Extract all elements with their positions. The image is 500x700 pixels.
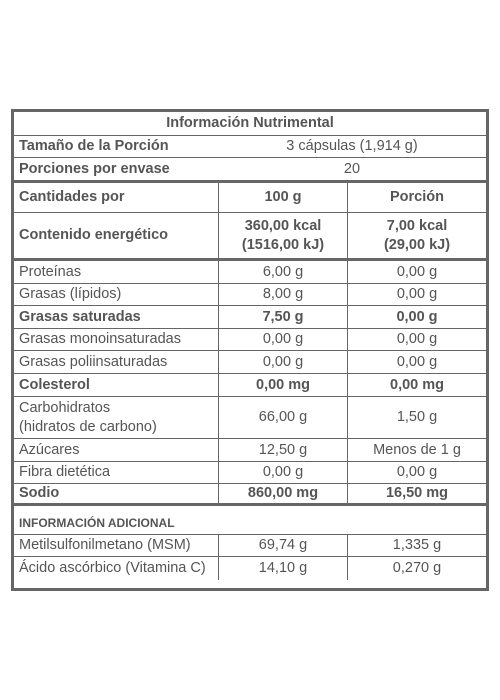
table-row xyxy=(14,557,486,580)
nutrient-label: Colesterol xyxy=(19,376,90,393)
nutrient-label: Grasas saturadas xyxy=(19,308,141,325)
nutrient-label: Carbohidratos (hidratos de carbono) xyxy=(19,400,157,435)
table-title-row xyxy=(14,112,486,136)
table-row xyxy=(14,284,486,306)
table-row xyxy=(14,439,486,462)
serving-size-value: 3 cápsulas (1,914 g) xyxy=(286,138,418,155)
table-title: Información Nutrimental xyxy=(166,115,334,132)
nutrient-portion-value: 0,00 g xyxy=(396,286,438,303)
nutrient-portion-value: 0,00 mg xyxy=(390,376,444,393)
table-row xyxy=(14,351,486,374)
nutrient-portion-value: 0,00 g xyxy=(396,308,438,325)
nutrient-label: Fibra dietética xyxy=(19,464,111,481)
nutrient-per100-value: 0,00 g xyxy=(218,462,348,483)
nutrient-portion-value: 16,50 mg xyxy=(385,485,449,502)
nutrient-per100-value: 860,00 mg xyxy=(218,484,348,503)
column-header-portion: Porción xyxy=(390,189,444,206)
energy-portion: 7,00 kcal (29,00 kJ) xyxy=(383,218,451,253)
nutrient-per100-value: 69,74 g xyxy=(218,535,348,556)
nutrient-label: Metilsulfonilmetano (MSM) xyxy=(19,537,191,554)
column-header-row xyxy=(14,183,486,213)
nutrient-per100-value: 66,00 g xyxy=(218,397,348,438)
nutrient-portion-value: 0,00 g xyxy=(396,464,438,481)
nutrient-per100-value: 8,00 g xyxy=(218,284,348,305)
nutrient-label: Azúcares xyxy=(19,441,80,458)
serving-size-row xyxy=(14,136,486,158)
nutrient-portion-value: 1,335 g xyxy=(392,537,442,554)
additional-info-header: INFORMACIÓN ADICIONAL xyxy=(19,516,175,530)
nutrient-portion-value: Menos de 1 g xyxy=(373,441,461,458)
table-row xyxy=(14,261,486,284)
table-row xyxy=(14,329,486,351)
nutrient-portion-value: 0,270 g xyxy=(392,560,442,577)
servings-per-container-label: Porciones por envase xyxy=(19,160,170,177)
nutrient-per100-value: 0,00 mg xyxy=(218,374,348,396)
nutrient-label: Grasas poliinsaturadas xyxy=(19,353,168,370)
nutrient-portion-value: 1,50 g xyxy=(396,409,438,426)
table-row xyxy=(14,462,486,484)
additional-info-header-row xyxy=(14,513,486,535)
nutrition-facts-table xyxy=(11,109,489,591)
servings-per-container-row xyxy=(14,158,486,183)
energy-row xyxy=(14,213,486,261)
table-row xyxy=(14,374,486,397)
nutrient-per100-value: 0,00 g xyxy=(218,329,348,350)
nutrient-label: Proteínas xyxy=(19,263,82,280)
nutrient-label: Ácido ascórbico (Vitamina C) xyxy=(19,560,206,577)
nutrient-portion-value: 0,00 g xyxy=(396,263,438,280)
nutrient-per100-value: 14,10 g xyxy=(218,557,348,580)
table-row xyxy=(14,535,486,557)
table-row xyxy=(14,397,486,439)
energy-label: Contenido energético xyxy=(19,227,169,244)
nutrient-per100-value: 7,50 g xyxy=(218,306,348,328)
energy-per100: 360,00 kcal (1516,00 kJ) xyxy=(218,213,348,258)
nutrient-label: Grasas monoinsaturadas xyxy=(19,331,181,348)
nutrient-per100-value: 0,00 g xyxy=(218,351,348,373)
table-row xyxy=(14,306,486,329)
table-row xyxy=(14,484,486,506)
column-header-per100: 100 g xyxy=(218,183,348,212)
nutrient-label: Sodio xyxy=(19,485,60,502)
nutrient-portion-value: 0,00 g xyxy=(396,353,438,370)
nutrient-label: Grasas (lípidos) xyxy=(19,286,122,303)
nutrient-per100-value: 6,00 g xyxy=(218,261,348,283)
column-header-label: Cantidades por xyxy=(19,189,125,206)
servings-per-container-value: 20 xyxy=(343,160,361,177)
serving-size-label: Tamaño de la Porción xyxy=(19,138,169,155)
nutrient-portion-value: 0,00 g xyxy=(396,331,438,348)
nutrient-per100-value: 12,50 g xyxy=(218,439,348,461)
